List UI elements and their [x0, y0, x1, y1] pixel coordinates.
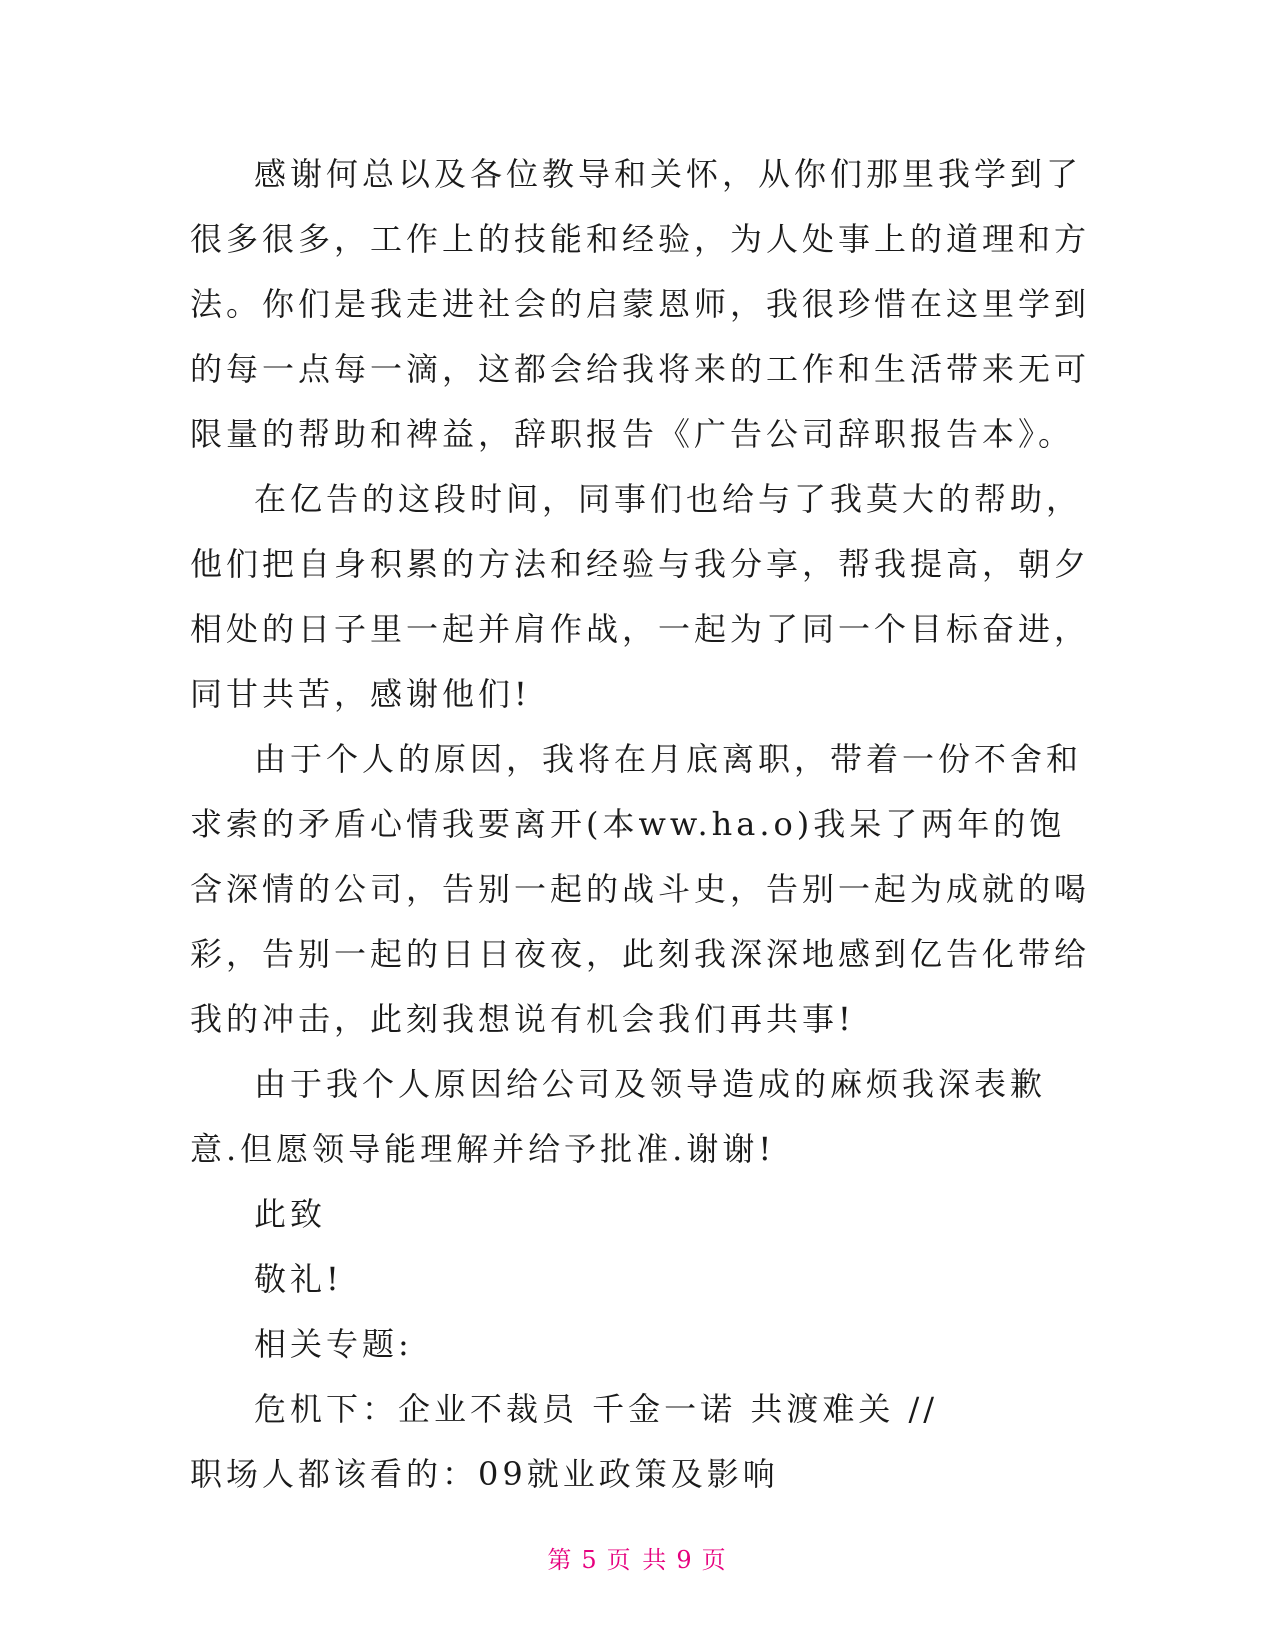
related-topics-label: 相关专题:	[254, 1325, 413, 1363]
paragraph-gratitude: 感谢何总以及各位教导和关怀，从你们那里我学到了很多很多，工作上的技能和经验，为人处事上的道理和方法。你们是我走进社会的启蒙恩师，我很珍惜在这里学到的每一点每一滴，这都会给我将来的工作和生活带来无可限量的帮助和裨益，辞职报告《广告公司辞职报告本》。	[190, 155, 1091, 453]
document-body	[190, 142, 1090, 1507]
footer-prefix: 第	[547, 1546, 574, 1574]
paragraph-apology: 由于我个人原因给公司及领导造成的麻烦我深表歉意.但愿领导能理解并给予批准.谢谢!	[190, 1065, 1047, 1168]
footer-suffix: 页	[701, 1546, 728, 1574]
page-footer	[0, 1540, 1275, 1575]
footer-middle: 页 共	[606, 1546, 669, 1574]
paragraph-departure: 由于个人的原因，我将在月底离职，带着一份不舍和求索的矛盾心情我要离开(本ww.ha.o)我呆了两年的饱含深情的公司，告别一起的战斗史，告别一起为成就的喝彩，告别一起的日日夜夜，此刻我深深地感到亿告化带给我的冲击，此刻我想说有机会我们再共事!	[190, 740, 1091, 1038]
paragraph-colleagues: 在亿告的这段时间，同事们也给与了我莫大的帮助，他们把自身积累的方法和经验与我分享，帮我提高，朝夕相处的日子里一起并肩作战，一起为了同一个目标奋进，同甘共苦，感谢他们!	[190, 480, 1091, 713]
footer-total-pages: 9	[676, 1546, 694, 1574]
footer-current-page: 5	[581, 1546, 599, 1574]
related-topic-link-2[interactable]: 职场人都该看的：09就业政策及影响	[190, 1455, 779, 1493]
closing-salutation: 此致	[254, 1195, 327, 1233]
related-topic-link-1[interactable]: 危机下：企业不裁员 千金一诺 共渡难关 //	[254, 1390, 939, 1428]
closing-regards: 敬礼!	[254, 1260, 343, 1298]
